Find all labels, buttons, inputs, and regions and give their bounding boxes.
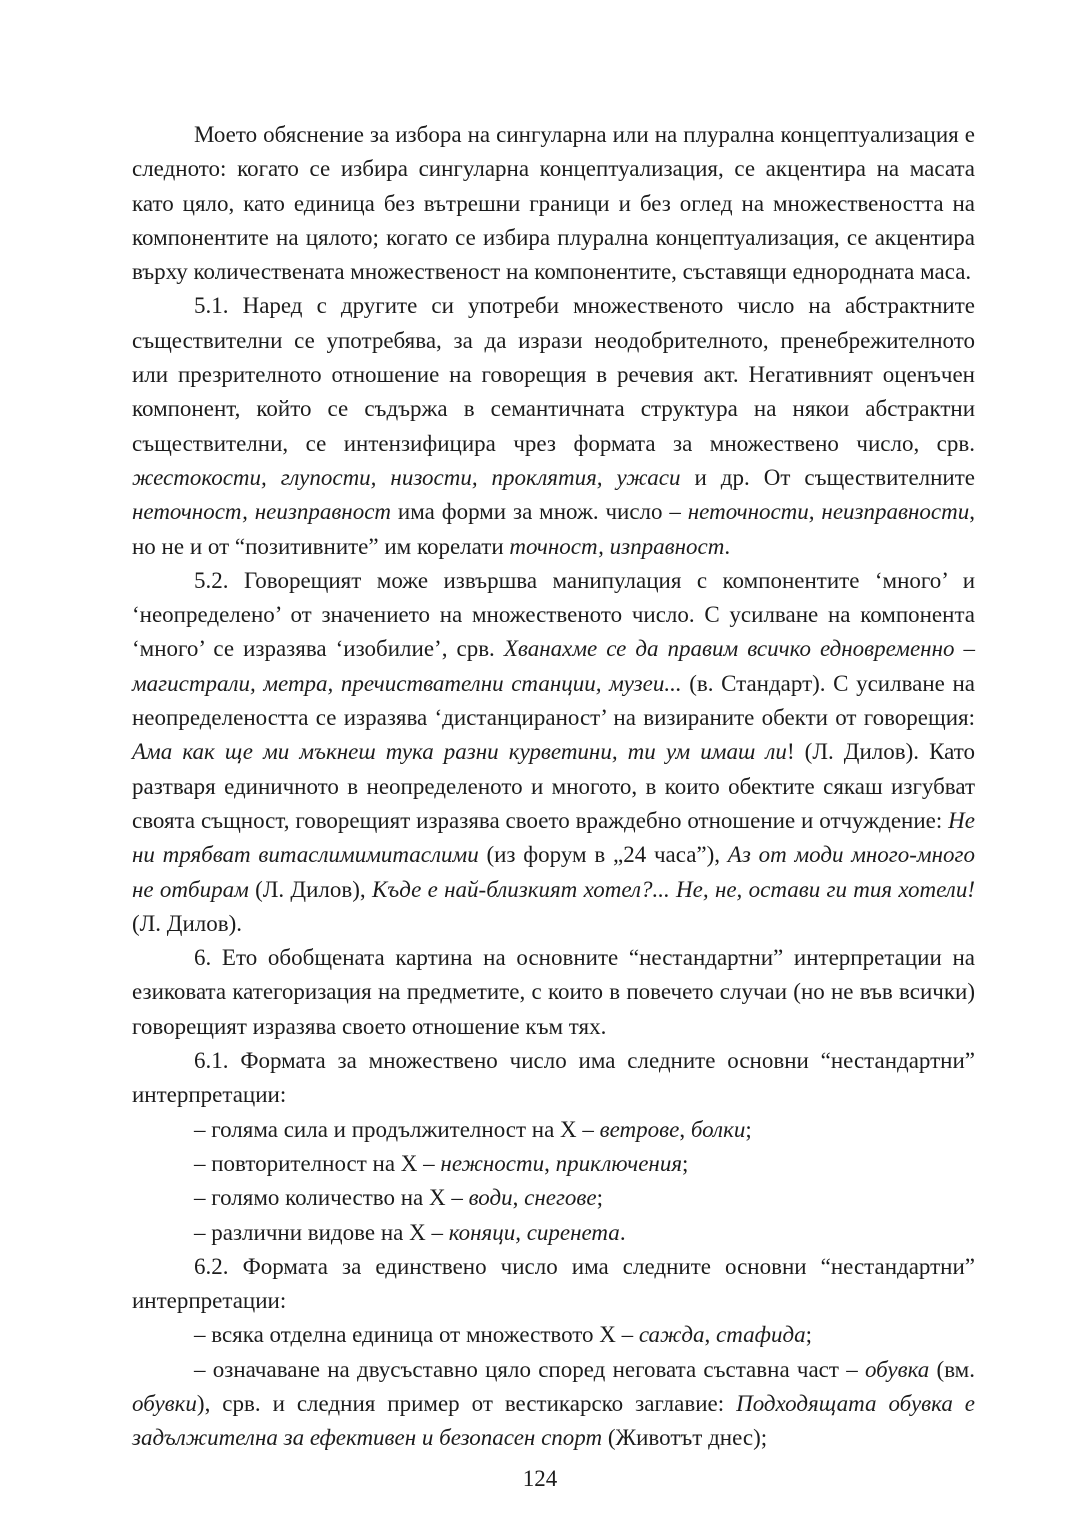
- list-item: [132, 1318, 975, 1352]
- paragraph-5-2: [132, 564, 975, 941]
- list-item: [132, 1216, 975, 1250]
- example-text: точност, изправност: [509, 533, 725, 559]
- item-text: ;: [682, 1150, 689, 1176]
- paragraph-text: (Животът днес);: [602, 1425, 768, 1451]
- page-number: 124: [522, 1466, 558, 1491]
- example-text: сажда: [638, 1322, 705, 1348]
- paragraph-text: (из форум в „24 часа”),: [478, 842, 728, 868]
- paragraph-text: Моето обяснение за избора на сингуларна или на плурална концептуализация е следното: когато се избира сингуларна концептуализация, се акцентира на масата като цяло, като единица без вътрешни граници и без оглед на множествеността на компонентите на цялото; когато се избира плурална концептуализация, се акцентира върху количествената множественост на компонентите, съставящи еднородната маса.: [132, 122, 975, 285]
- paragraph-text: (Л. Дилов),: [248, 876, 372, 902]
- example-text: Ама как ще ми мъкнеш тука разни курветини, ти ум имаш ли: [132, 739, 787, 765]
- paragraph-text: , но не и от “позитивните” им корелати: [132, 499, 975, 559]
- item-text: .: [619, 1219, 626, 1245]
- example-text: стафида: [716, 1322, 806, 1348]
- item-text: ,: [679, 1116, 691, 1142]
- list-item: [132, 1181, 975, 1215]
- paragraph-6-2: [132, 1250, 975, 1319]
- item-text: ;: [805, 1322, 812, 1348]
- item-text: ;: [596, 1185, 604, 1211]
- example-text: неточности, неизправности: [687, 499, 970, 525]
- example-text: болки: [690, 1116, 746, 1142]
- paragraph-text: 5.1. Наред с другите си употреби множественото число на абстрактните съществителни се употребява, за да изрази неодобрителното, пренебрежителното или презрителното отношение на говорещия в речевия акт. Негативният оценъчен компонент, който се съдържа в семантичната структура на някои абстрактни съществителни, се интензифицира чрез формата за множествено число, срв.: [132, 293, 975, 456]
- paragraph-two-part-whole: [132, 1353, 975, 1456]
- paragraph-text: (Л. Дилов).: [132, 910, 243, 936]
- example-text: неточност, неизправност: [132, 499, 392, 525]
- example-text: Не ни трябват витаслимимитаслими: [132, 807, 975, 868]
- example-text: обувки: [132, 1390, 197, 1416]
- paragraph-conceptualization: [132, 118, 975, 289]
- example-text: Аз от моди много-много не отбирам: [132, 842, 975, 902]
- paragraph-6: [132, 941, 975, 1044]
- item-text: – голяма сила и продължителност на Х –: [194, 1116, 600, 1142]
- item-text: ,: [544, 1150, 556, 1176]
- paragraph-6-1: [132, 1044, 975, 1113]
- page-body: [132, 118, 975, 1456]
- item-text: – различни видове на Х –: [194, 1219, 449, 1245]
- paragraph-text: ), срв. и следния пример от вестикарско заглавие:: [196, 1390, 737, 1416]
- example-text: води: [468, 1185, 513, 1211]
- paragraph-text: (в. Стандарт). С усилване на неопределеността се изразява ‘дистанцираност’ на визираните обекти от говорещия:: [132, 670, 975, 731]
- example-text: снегове: [524, 1185, 597, 1211]
- example-text: коняци, сиренета: [448, 1219, 620, 1245]
- paragraph-text: – означаване на двусъставно цяло според неговата съставна част –: [194, 1356, 865, 1382]
- paragraph-text: ! (Л. Дилов). Като разтваря единичното в неопределеното и многото, в които обектите сякаш изгубват своята същност, говорещият изразява своето враждебно отношение и отчуждение:: [132, 739, 976, 833]
- paragraph-text: (вм.: [929, 1356, 975, 1382]
- paragraph-text: 5.2. Говорещият може извършва манипулация с компонентите ‘много’ и ‘неопределено’ от значението на множественото число. С усилване на компонента ‘много’ се изразява ‘изобилие’, срв.: [132, 567, 975, 662]
- paragraph-5-1: [132, 289, 975, 563]
- example-text: ветрове: [599, 1116, 680, 1142]
- paragraph-text: 6.1. Формата за множествено число има следните основни “нестандартни” интерпретации:: [132, 1048, 975, 1108]
- paragraph-text: .: [724, 533, 731, 559]
- item-text: ,: [512, 1185, 525, 1211]
- item-text: – всяка отделна единица от множеството Х –: [194, 1322, 639, 1348]
- example-text: обувка: [864, 1356, 930, 1382]
- item-text: ;: [745, 1116, 752, 1142]
- item-text: – голямо количество на Х –: [194, 1185, 469, 1211]
- example-text: нежности: [440, 1150, 545, 1176]
- example-text: Подходящата обувка е задължителна за ефективен и безопасен спорт: [132, 1390, 975, 1451]
- paragraph-text: има форми за множ. число –: [391, 499, 688, 525]
- paragraph-text: и др. От съществителните: [680, 464, 976, 490]
- example-text: приключения: [555, 1150, 683, 1176]
- example-text: жестокости, глупости, низости, проклятия, ужаси: [132, 464, 681, 490]
- list-item: [132, 1147, 975, 1181]
- paragraph-text: 6.2. Формата за единствено число има следните основни “нестандартни” интерпретации:: [132, 1253, 975, 1314]
- item-text: – повторителност на Х –: [194, 1150, 441, 1176]
- item-text: ,: [704, 1322, 717, 1348]
- paragraph-text: 6. Ето обобщената картина на основните “нестандартни” интерпретации на езиковата категоризация на предметите, с които в повечето случаи (но не във всички) говорещият изразява своето отношение към тях.: [132, 945, 975, 1039]
- list-item: [132, 1113, 975, 1147]
- example-text: Къде е най-близкият хотел?... Не, не, остави ги тия хотели!: [371, 876, 975, 902]
- example-text: Хванахме се да правим всичко едновременно – магистрали, метра, пречиствателни станции, музеи...: [132, 636, 975, 696]
